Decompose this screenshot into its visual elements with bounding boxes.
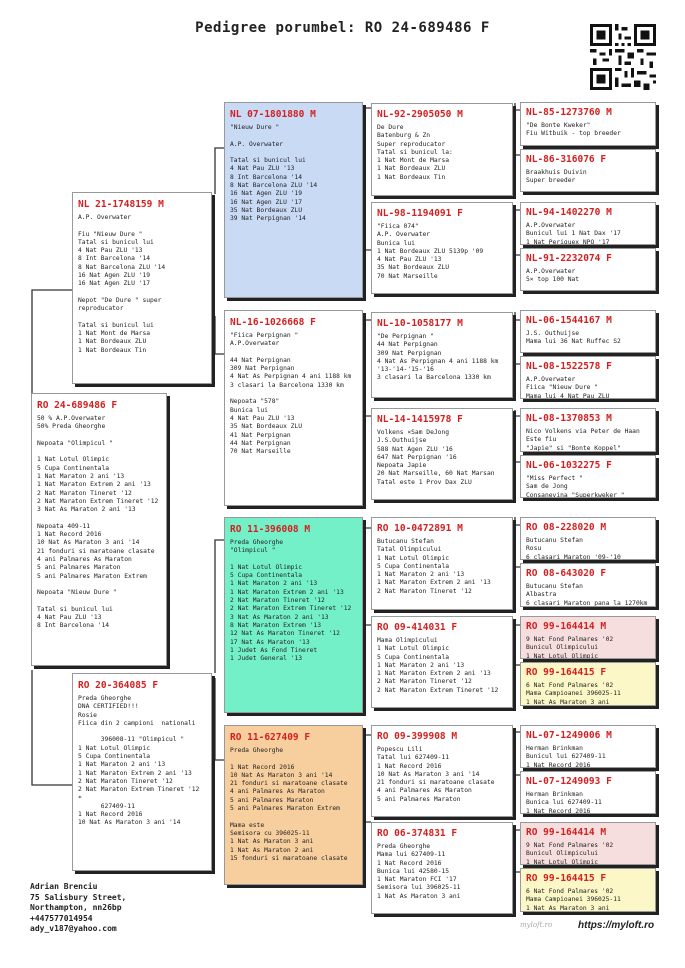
pigeon-card-g5-8 xyxy=(520,455,656,498)
pigeon-card-g4-6 xyxy=(371,616,513,708)
pigeon-details: "Nieuw Dure " A.P. Overwater Tatal si bunicul lui 4 Nat Pau ZLU '13 8 Int Barcelona '14 8 Nat Barcelona ZLU '14 16 Nat Agen ZLU '19 16 Nat Agen ZLU '17 35 Nat Bordeaux ZLU 39 Nat Perpignan '14 xyxy=(230,124,318,223)
ring-number: NL-92-2905050 M xyxy=(377,109,463,120)
ring-number: RO 06-374831 F xyxy=(377,828,458,839)
pigeon-details: Volkens ×Sam DeJong J.S.Outhuijse 588 Nat Agen ZLU '16 647 Nat Perpignan '16 Nepoata Japie 20 Nat Marseille, 60 Nat Marsan Tatal este 1 Prov Dax ZLU xyxy=(377,429,495,486)
pigeon-details: Herman Brinkman Bunicul lui 627409-11 1 Nat Record 2016 xyxy=(526,745,606,768)
pigeon-details: 50 % A.P.Overwater 50% Preda Gheorghe Nepoata "Olimpicul " 1 Nat Lotul Olimpic 5 Cupa Continentala 1 Nat Maraton 2 ani '13 1 Nat Maraton Extrem 2 ani '13 2 Nat Maraton Tineret '12 2 Nat Maraton Extrem Tineret '12 3 Nat As Maraton 2 ani '13 Nepoata 409-11 1 Nat Record 2016 10 Nat As Maraton 3 ani '14 21 fonduri si maratoane clasate 4 ani Palmares As Maraton 5 ani Palmares Maraton 5 ani Palmares Maraton Extrem Nepoata "Nieuw Dure " Tatal si bunicul lui 4 Nat Pau ZLU '13 8 Int Barcelona '14 xyxy=(37,415,159,630)
pigeon-details: "Fiica 074" A.P. Overwater Bunica lui 1 Nat Bordeaux ZLU 5139p '09 4 Nat Pau ZLU '13 35 Nat Bordeaux ZLU 70 Nat Marseille xyxy=(377,223,484,280)
ring-number: RO 11-627409 F xyxy=(230,732,311,743)
ring-number: NL-86-316076 F xyxy=(526,154,607,165)
pigeon-details: A.P. Overwater Fiu "Nieuw Dure " Tatal si bunicul lui 4 Nat Pau ZLU '13 8 Int Barcelona '14 8 Nat Barcelona ZLU '14 16 Nat Agen ZLU '19 16 Nat Agen ZLU '17 Nepot "De Dure " super reproducator Tatal si bunicul lui 1 Nat Mont de Marsa 1 Nat Bordeaux ZLU 1 Nat Bordeaux Tin xyxy=(78,214,166,354)
pigeon-details: Preda Gheorghe DNA CERTIFIED!!! Rosie Fiica din 2 campioni nationali 396008-11 "Olimpicul " 1 Nat Lotul Olimpic 5 Cupa Continentala 1 Nat Maraton 2 ani '13 1 Nat Maraton Extrem 2 ani '13 2 Nat Maraton Tineret '12 2 Nat Maraton Extrem Tineret '12 * 627409-11 1 Nat Record 2016 10 Nat As Maraton 3 ani '14 xyxy=(78,695,200,827)
pigeon-card-g5-12 xyxy=(520,662,656,706)
pigeon-details: Preda Gheorghe "Olimpicul " 1 Nat Lotul Olimpic 5 Cupa Continentala 1 Nat Maraton 2 ani '13 1 Nat Maraton Extrem 2 ani '13 2 Nat Maraton Tineret '12 2 Nat Maraton Extrem Tineret '12 3 Nat As Maraton 2 ani '13 8 Nat Maraton Extrem '13 12 Nat As Maraton Tineret '12 17 Nat As Maraton '13 1 Judet As Fond Tineret 1 Judet General '13 xyxy=(230,539,352,663)
signature: myloft.ro xyxy=(520,921,553,929)
ring-number: NL-14-1415978 F xyxy=(377,414,463,425)
pigeon-details: Braakhuis Duivin Super breeder xyxy=(526,169,587,185)
ring-number: RO 99-164415 F xyxy=(526,873,607,884)
ring-number: RO 99-164415 F xyxy=(526,667,607,678)
pigeon-card-dam-sire xyxy=(224,517,363,713)
pigeon-card-g5-1 xyxy=(520,102,656,146)
ring-number: RO 20-364085 F xyxy=(78,680,159,691)
website-link[interactable]: https://myloft.ro xyxy=(578,920,655,931)
ring-number: NL-94-1402270 M xyxy=(526,207,612,218)
ring-number: RO 24-689486 F xyxy=(37,400,118,411)
pigeon-card-g5-7 xyxy=(520,408,656,452)
ring-number: RO 08-228020 M xyxy=(526,522,607,533)
pigeon-card-g5-10 xyxy=(520,563,656,607)
pigeon-details: Butucanu Stefan Tatal Olimpicului 1 Nat Lotul Olimpic 5 Cupa Continentala 1 Nat Maraton 2 ani '13 1 Nat Maraton Extrem 2 ani '13 2 Nat Maraton Tineret '12 xyxy=(377,538,491,595)
pigeon-card-sire-dam xyxy=(224,310,363,506)
ring-number: NL-08-1522578 F xyxy=(526,361,612,372)
ring-number: RO 10-0472891 M xyxy=(377,523,463,534)
owner-address: Adrian Brenciu 75 Salisbury Street, Northampton, nn26bp +447577014954 ady_v187@yahoo.com xyxy=(30,882,127,933)
pigeon-card-g4-7 xyxy=(371,725,513,817)
pigeon-card-g5-5 xyxy=(520,310,656,353)
pigeon-card-g5-15 xyxy=(520,822,656,865)
pigeon-details: A.P.Overwater Fiica "Nieuw Dure " Mama lui 4 Nat Pau ZLU xyxy=(526,376,610,399)
pigeon-details: J.S. Outhuijse Mama lui 36 Nat Ruffec S2 xyxy=(526,330,621,346)
pigeon-card-g5-14 xyxy=(520,771,656,814)
page-title: Pedigree porumbel: RO 24-689486 F xyxy=(195,20,490,36)
pigeon-card-sire-sire xyxy=(224,102,363,298)
pigeon-card-g4-5 xyxy=(371,517,513,610)
ring-number: NL 07-1801880 M xyxy=(230,109,316,120)
pigeon-details: Preda Gheorghe Mama lui 627409-11 1 Nat Record 2016 Bunica lui 42580-15 1 Nat Maraton FCI '17 Semisora lui 396025-11 1 Nat As Maraton 3 ani xyxy=(377,843,461,900)
pigeon-card-g5-13 xyxy=(520,725,656,768)
ring-number: NL-06-1032275 F xyxy=(526,460,612,471)
ring-number: NL-08-1370853 M xyxy=(526,413,612,424)
ring-number: RO 09-399908 M xyxy=(377,731,458,742)
pigeon-details: Mama Olimpicului 1 Nat Lotul Olimpic 5 Cupa Continentala 1 Nat Maraton 2 ani '13 1 Nat Maraton Extrem 2 ani '13 2 Nat Maraton Tineret '12 2 Nat Maraton Extrem Tineret '12 xyxy=(377,637,499,694)
ring-number: RO 08-643020 F xyxy=(526,568,607,579)
pigeon-card-dam-dam xyxy=(224,725,363,885)
pigeon-details: 9 Nat Fond Palmares '02 Bunicul Olimpicului 1 Nat Lotul Olimpic xyxy=(526,636,614,659)
pigeon-card-main xyxy=(31,393,167,666)
pigeon-card-g4-8 xyxy=(371,822,513,914)
pigeon-card-g5-2 xyxy=(520,149,656,192)
pigeon-card-g5-4 xyxy=(520,248,656,291)
ring-number: NL 21-1748159 M xyxy=(78,199,164,210)
pigeon-details: "Fiica Perpignan " A.P.Overwater 44 Nat Perpignan 309 Nat Perpignan 4 Nat As Perpignan 4 ani 1188 km 3 clasari la Barcelona 1330 km Nepoata "578" Bunica lui 4 Nat Pau ZLU '13 35 Nat Bordeaux ZLU 41 Nat Perpignan 44 Nat Perpignan 70 Nat Marseille xyxy=(230,332,352,456)
pigeon-card-g4-4 xyxy=(371,408,513,500)
pigeon-details: 6 Nat Fond Palmares '02 Mama Campioanei 396025-11 1 Nat As Maraton 3 ani xyxy=(526,888,621,912)
ring-number: NL-07-1249093 F xyxy=(526,776,612,787)
ring-number: RO 99-164414 M xyxy=(526,827,607,838)
ring-number: NL-91-2232074 F xyxy=(526,253,612,264)
pigeon-card-dam xyxy=(72,673,212,871)
pigeon-details: Butucanu Stefan Rosu 6 clasari Maraton '09-'10 xyxy=(526,537,621,560)
ring-number: NL-85-1273760 M xyxy=(526,107,612,118)
pigeon-details: De Dure Batenburg & Zn Super reproducator Tatal si bunicul la: 1 Nat Mont de Marsa 1 Nat Bordeaux ZLU 1 Nat Bordeaux Tin xyxy=(377,124,453,181)
ring-number: NL-10-1058177 M xyxy=(377,318,463,329)
pigeon-details: 6 Nat Fond Palmares '02 Mama Campioanei 396025-11 1 Nat As Maraton 3 ani xyxy=(526,682,621,706)
pigeon-card-g5-11 xyxy=(520,616,656,659)
pigeon-details: 9 Nat Fond Palmares '02 Bunicul Olimpicului 1 Nat Lotul Olimpic xyxy=(526,842,614,865)
pigeon-details: Nico Volkens via Peter de Haan Este fiu "Japie" si "Bonte Koppel" xyxy=(526,428,640,452)
ring-number: NL-16-1026668 F xyxy=(230,317,316,328)
pigeon-card-g4-2 xyxy=(371,202,513,294)
pigeon-card-g4-3 xyxy=(371,312,513,398)
ring-number: NL-06-1544167 M xyxy=(526,315,612,326)
pigeon-details: "De Bonte Kweker" Fiu Witbuik - top breeder xyxy=(526,122,621,138)
ring-number: RO 99-164414 M xyxy=(526,621,607,632)
pigeon-details: Butucanu Stefan Albastra 6 clasari Maraton pana la 1270km xyxy=(526,583,648,607)
pigeon-details: Popescu Lili Tatal lui 627409-11 1 Nat Record 2016 10 Nat As Maraton 3 ani '14 21 fonduri si maratoane clasate 4 ani Palmares As Maraton 5 ani Palmares Maraton xyxy=(377,746,495,803)
pigeon-card-g4-1 xyxy=(371,103,513,196)
pigeon-card-g5-16 xyxy=(520,868,656,912)
pigeon-card-g5-3 xyxy=(520,202,656,245)
ring-number: RO 09-414031 F xyxy=(377,622,458,633)
pigeon-card-g5-9 xyxy=(520,517,656,560)
ring-number: NL-07-1249006 M xyxy=(526,730,612,741)
pigeon-details: Preda Gheorghe 1 Nat Record 2016 10 Nat As Maraton 3 ani '14 21 fonduri si maratoane clasate 4 ani Palmares As Maraton 5 ani Palmares Maraton 5 ani Palmares Maraton Extrem Mama este Semisora cu 396025-11 1 Nat As Maraton 3 ani 1 Nat As Maraton 2 ani 15 fonduri si maratoane clasate xyxy=(230,747,348,862)
ring-number: RO 11-396008 M xyxy=(230,524,311,535)
pigeon-details: A.P.Overwater 5× top 100 Nat xyxy=(526,268,580,284)
pigeon-details: "Miss Perfect " Sam de Jong Consanevina "Superkweker " xyxy=(526,475,625,498)
pigeon-details: A.P.Overwater Bunicul lui 1 Nat Dax '17 1 Nat Periguex NPO '17 xyxy=(526,222,621,245)
pigeon-details: "De Perpignan " 44 Nat Perpignan 309 Nat Perpignan 4 Nat As Perpignan 4 ani 1188 km '13-'14-'15-'16 3 clasari la Barcelona 1330 km xyxy=(377,333,499,382)
pigeon-card-g5-6 xyxy=(520,356,656,399)
pigeon-card-sire xyxy=(72,192,212,384)
pigeon-details: Herman Brinkman Bunica lui 627409-11 1 Nat Record 2016 xyxy=(526,791,602,814)
ring-number: NL-98-1194091 F xyxy=(377,208,463,219)
